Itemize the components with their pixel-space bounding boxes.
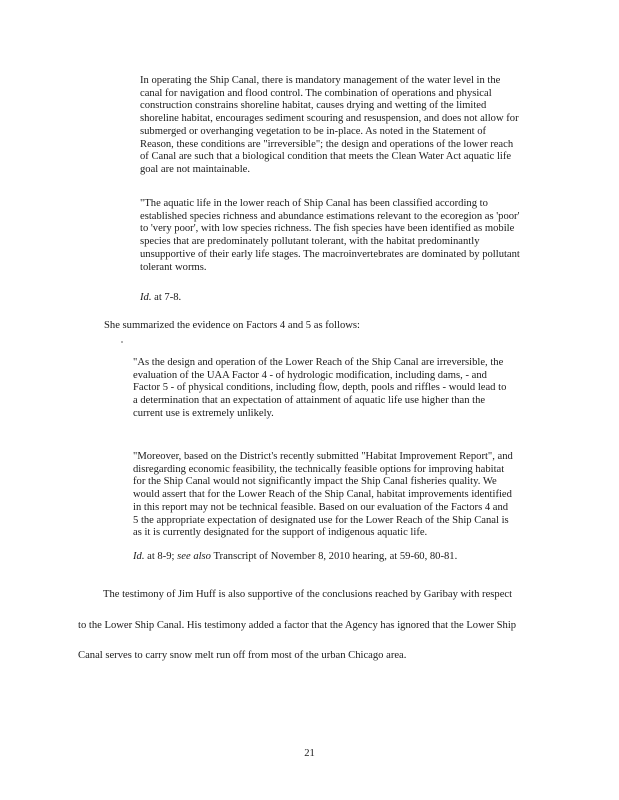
citation-id: Id. xyxy=(140,292,152,303)
block-quote-factors: "As the design and operation of the Lower Reach of the Ship Canal are irreversible, the evaluation of the UAA Factor 4 - of hydrologic modification, including dams, - and Factor 5 - of physical conditions, including flow, depth, pools and riffles - would lead to a determination that an expectation of attainment of aquatic life use higher than the current use is extremely unlikely. xyxy=(133,357,507,419)
citation-pages: at 8-9; xyxy=(144,551,178,562)
block-quote-canal-operations: In operating the Ship Canal, there is mandatory management of the water level in the canal for navigation and flood control. The combination of operations and physical construction constrains shoreline habitat, causes drying and wetting of the limited shoreline habitat, encourages sediment scouring and resuspension, and does not allow for submerged or overhanging vegetation to be in-place. As noted in the Statement of Reason, these conditions are "irreversible"; the design and operations of the lower reach of Canal are such that a biological condition that meets the Clean Water Act aquatic life goal are not maintainable. xyxy=(140,75,519,175)
page-number: 21 xyxy=(304,748,315,759)
summary-intro: She summarized the evidence on Factors 4 and 5 as follows: xyxy=(104,320,360,331)
body-paragraph: The testimony of Jim Huff is also supportive of the conclusions reached by Garibay with respect to the Lower Ship Canal. His testimony added a factor that the Agency has ignored that the Lower Ship Canal serves to carry snow melt run off from most of the urban Chicago area. xyxy=(78,589,517,661)
citation-id: Id. xyxy=(133,551,145,562)
citation-signal: see also xyxy=(177,551,211,562)
citation-pages: at 7-8. xyxy=(151,292,182,303)
block-quote-habitat: "Moreover, based on the District's recently submitted "Habitat Improvement Report", and disregarding economic feasibility, the technically feasible options for improving habitat for the Ship Canal would not significantly impact the Ship Canal fisheries quality. We would assert that for the Lower Reach of the Ship Canal, habitat improvements identified in this report may not be technical feasible. Based on our evaluation of the Factors 4 and 5 the appropriate expectation of designated use for the Lower Reach of the Ship Canal is as it is currently designated for the support of indigenous aquatic life. xyxy=(133,451,513,539)
citation-transcript: Transcript of November 8, 2010 hearing, at 59-60, 80-81. xyxy=(210,551,458,562)
block-quote-aquatic-life: "The aquatic life in the lower reach of Ship Canal has been classified according to established species richness and abundance estimations relevant to the ecoregion as 'poor' to 'very poor', with low species richness. The fish species have been identified as mobile species that are predominately pollutant tolerant, with the habitat predominantly unsupportive of their early life stages. The macroinvertebrates are dominated by pollutant tolerant worms. xyxy=(140,198,520,273)
stray-mark xyxy=(121,341,123,343)
citation-id-7-8 xyxy=(140,292,520,305)
citation-id-8-9 xyxy=(133,551,523,564)
